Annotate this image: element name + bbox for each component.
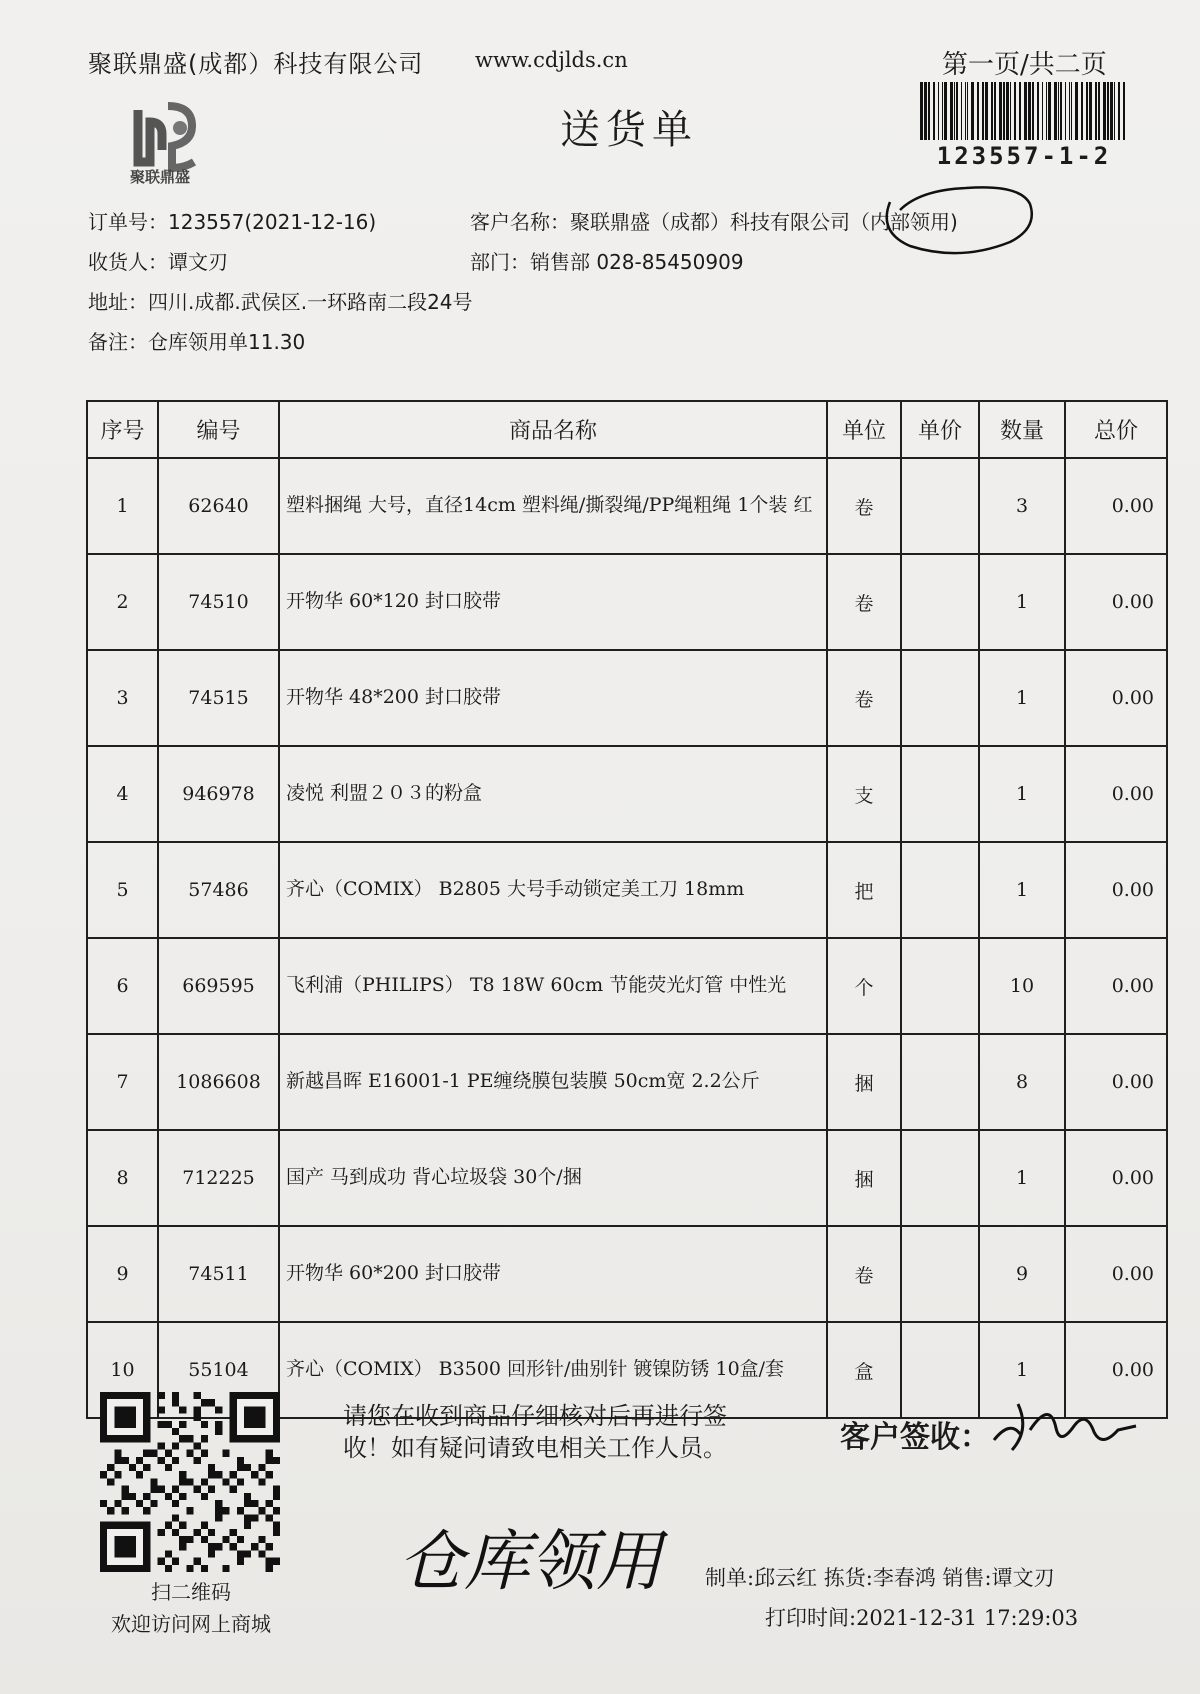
column-header: 数量 — [979, 401, 1065, 458]
row-number: 2 — [87, 554, 158, 650]
address: 地址：四川.成都.武侯区.一环路南二段24号 — [88, 290, 473, 314]
item-name: 齐心（COMIX） B2805 大号手动锁定美工刀 18mm — [279, 842, 827, 938]
item-code: 74511 — [158, 1226, 279, 1322]
item-name: 开物华 60*120 封口胶带 — [279, 554, 827, 650]
item-unit: 卷 — [827, 458, 901, 554]
item-total: 0.00 — [1065, 938, 1167, 1034]
handwritten-note — [390, 1498, 670, 1608]
logo-wordmark: 聚联鼎盛 — [129, 168, 190, 186]
table-row — [87, 842, 1167, 938]
row-number: 4 — [87, 746, 158, 842]
item-total: 0.00 — [1065, 554, 1167, 650]
qr-caption: 扫二维码 — [151, 1580, 231, 1604]
item-name: 凌悦 利盟２０３的粉盒 — [279, 746, 827, 842]
customer-signature-icon — [990, 1390, 1140, 1460]
item-quantity: 1 — [979, 1130, 1065, 1226]
customer-signature-label: 客户签收： — [840, 1420, 990, 1455]
item-quantity: 10 — [979, 938, 1065, 1034]
handwritten-note-text: 仓库领用 — [398, 1523, 662, 1600]
barcode-number: 123557-1-2 — [936, 142, 1112, 170]
department: 部门：销售部 028-85450909 — [470, 250, 744, 274]
table-row — [87, 1034, 1167, 1130]
table-row — [87, 458, 1167, 554]
item-total: 0.00 — [1065, 650, 1167, 746]
item-unit: 个 — [827, 938, 901, 1034]
item-quantity: 3 — [979, 458, 1065, 554]
item-name: 塑料捆绳 大号，直径14cm 塑料绳/撕裂绳/PP绳粗绳 1个装 红 — [279, 458, 827, 554]
item-code: 74515 — [158, 650, 279, 746]
item-code: 946978 — [158, 746, 279, 842]
item-name: 国产 马到成功 背心垃圾袋 30个/捆 — [279, 1130, 827, 1226]
table-row — [87, 746, 1167, 842]
item-total: 0.00 — [1065, 458, 1167, 554]
receiver: 收货人：谭文刃 — [88, 250, 228, 274]
item-unit: 捆 — [827, 1130, 901, 1226]
table-header-row — [87, 401, 1167, 458]
item-name: 齐心（COMIX） B3500 回形针/曲别针 镀镍防锈 10盒/套 — [279, 1322, 827, 1418]
item-total: 0.00 — [1065, 746, 1167, 842]
column-header: 单位 — [827, 401, 901, 458]
row-number: 8 — [87, 1130, 158, 1226]
item-unit: 卷 — [827, 1226, 901, 1322]
item-unit-price — [901, 842, 979, 938]
item-unit-price — [901, 1130, 979, 1226]
item-code: 62640 — [158, 458, 279, 554]
page-indicator: 第一页/共二页 — [942, 50, 1107, 80]
row-number: 3 — [87, 650, 158, 746]
item-name: 开物华 48*200 封口胶带 — [279, 650, 827, 746]
item-unit: 盒 — [827, 1322, 901, 1418]
item-quantity: 1 — [979, 650, 1065, 746]
item-unit: 把 — [827, 842, 901, 938]
table-row — [87, 1226, 1167, 1322]
item-unit-price — [901, 938, 979, 1034]
print-time: 打印时间:2021-12-31 17:29:03 — [765, 1606, 1079, 1630]
item-unit-price — [901, 458, 979, 554]
item-code: 712225 — [158, 1130, 279, 1226]
item-total: 0.00 — [1065, 842, 1167, 938]
item-code: 55104 — [158, 1322, 279, 1418]
row-number: 6 — [87, 938, 158, 1034]
staff-info: 制单:邱云红 拣货:李春鸿 销售:谭文刃 — [705, 1566, 1055, 1590]
item-unit: 支 — [827, 746, 901, 842]
item-unit-price — [901, 1034, 979, 1130]
item-code: 669595 — [158, 938, 279, 1034]
item-quantity: 1 — [979, 842, 1065, 938]
item-total: 0.00 — [1065, 1226, 1167, 1322]
row-number: 5 — [87, 842, 158, 938]
column-header: 单价 — [901, 401, 979, 458]
remark: 备注：仓库领用单11.30 — [88, 330, 306, 354]
column-header: 序号 — [87, 401, 158, 458]
customer-name: 客户名称：聚联鼎盛（成都）科技有限公司（内部领用) — [470, 210, 958, 234]
document-title: 送货单 — [560, 107, 698, 153]
item-unit-price — [901, 554, 979, 650]
item-unit: 卷 — [827, 650, 901, 746]
row-number: 10 — [87, 1322, 158, 1418]
table-row — [87, 938, 1167, 1034]
item-unit-price — [901, 650, 979, 746]
column-header: 商品名称 — [279, 401, 827, 458]
receipt-notice: 请您在收到商品仔细核对后再进行签收！如有疑问请致电相关工作人员。 — [343, 1402, 727, 1463]
table-row — [87, 554, 1167, 650]
order-number: 订单号：123557(2021-12-16) — [88, 210, 377, 234]
item-total: 0.00 — [1065, 1034, 1167, 1130]
item-quantity: 1 — [979, 1322, 1065, 1418]
item-quantity: 9 — [979, 1226, 1065, 1322]
item-unit: 捆 — [827, 1034, 901, 1130]
item-unit-price — [901, 746, 979, 842]
hand-drawn-circle-icon — [870, 180, 1040, 258]
item-name: 新越昌晖 E16001-1 PE缠绕膜包装膜 50cm宽 2.2公斤 — [279, 1034, 827, 1130]
item-quantity: 8 — [979, 1034, 1065, 1130]
item-quantity: 1 — [979, 746, 1065, 842]
row-number: 9 — [87, 1226, 158, 1322]
row-number: 1 — [87, 458, 158, 554]
company-name: 聚联鼎盛(成都）科技有限公司 — [88, 50, 424, 78]
qr-subcaption: 欢迎访问网上商城 — [111, 1612, 271, 1636]
table-row — [87, 650, 1167, 746]
row-number: 7 — [87, 1034, 158, 1130]
table-row — [87, 1130, 1167, 1226]
item-code: 57486 — [158, 842, 279, 938]
company-website: www.cdjlds.cn — [475, 48, 628, 72]
goods-table — [86, 400, 1168, 1419]
item-quantity: 1 — [979, 554, 1065, 650]
barcode-icon — [918, 82, 1130, 140]
column-header: 编号 — [158, 401, 279, 458]
item-unit: 卷 — [827, 554, 901, 650]
item-name: 飞利浦（PHILIPS） T8 18W 60cm 节能荧光灯管 中性光 — [279, 938, 827, 1034]
item-unit-price — [901, 1322, 979, 1418]
item-unit-price — [901, 1226, 979, 1322]
item-code: 74510 — [158, 554, 279, 650]
column-header: 总价 — [1065, 401, 1167, 458]
item-total: 0.00 — [1065, 1130, 1167, 1226]
item-name: 开物华 60*200 封口胶带 — [279, 1226, 827, 1322]
item-total: 0.00 — [1065, 1322, 1167, 1418]
qr-code-icon — [100, 1392, 280, 1572]
item-code: 1086608 — [158, 1034, 279, 1130]
